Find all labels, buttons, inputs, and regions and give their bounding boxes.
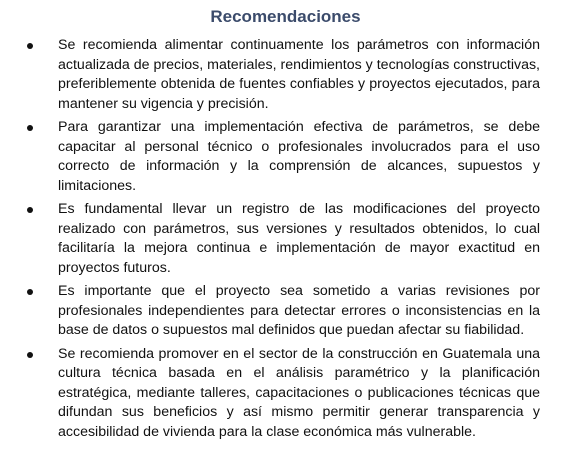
list-item (0, 282, 571, 341)
list-item-text: Se recomienda alimentar continuamente los parámetros con información actualizada de precios, materiales, rendimientos y tecnologías constructivas, preferiblemente obtenida de fuentes confiables y proyectos ejecutados, para mantener su vigencia y precisión. (58, 37, 540, 112)
list-item (0, 200, 571, 278)
bullet-icon (27, 43, 33, 49)
list-item-text: Para garantizar una implementación efectiva de parámetros, se debe capacitar al personal técnico o profesionales involucrados para el uso correcto de información y la comprensión de alcances, supuestos y limitaciones. (58, 119, 540, 194)
bullet-icon (27, 207, 33, 213)
list-item-text: Es fundamental llevar un registro de las modificaciones del proyecto realizado con parámetros, sus versiones y resultados obtenidos, lo cual facilitaría la mejora continua e implementación de mayor exactitud en proyectos futuros. (58, 201, 540, 276)
list-item-text: Es importante que el proyecto sea sometido a varias revisiones por profesionales independientes para detectar errores o inconsistencias en la base de datos o supuestos mal definidos que puedan afectar su fiabilidad. (58, 283, 540, 338)
bullet-icon (27, 352, 33, 358)
bullet-icon (27, 289, 33, 295)
page-title: Recomendaciones (210, 7, 361, 26)
list-item (0, 118, 571, 196)
list-item (0, 345, 571, 443)
bullet-icon (27, 125, 33, 131)
recommendations-list (0, 36, 571, 446)
list-item-text: Se recomienda promover en el sector de la construcción en Guatemala una cultura técnica basada en el análisis paramétrico y la planificación estratégica, mediante talleres, capacitaciones o publicaciones técnicas que difundan sus beneficios y así mismo permitir generar transparencia y accesibilidad de vivienda para la clase económica más vulnerable. (58, 345, 540, 440)
list-item (0, 36, 571, 114)
